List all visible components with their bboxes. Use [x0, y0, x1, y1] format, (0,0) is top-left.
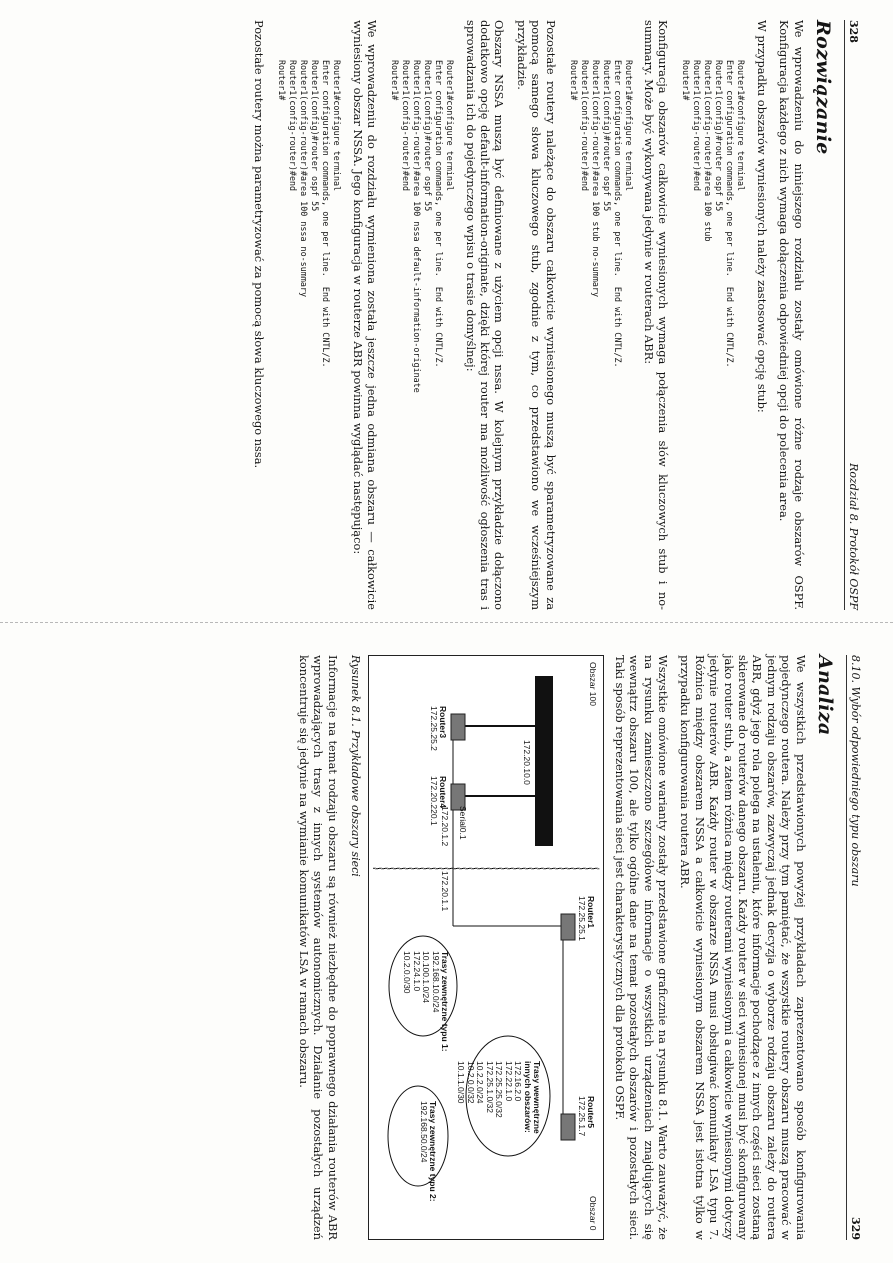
code-block-stub-no-summary: Router1#configure terminal Enter configuration commands, one per line. End with CNTL/Z. Router1(config)#router ospf 55 Router1(config-router)#area 100 stub no-summary Router1(config-router)#end Router1#	[568, 60, 634, 368]
link-b-label: 172.20.1.1	[440, 871, 451, 912]
right-page-header	[846, 655, 862, 1240]
right-paragraph: Informacje na temat rodzaju obszaru są również niezbędne do poprawnego działania routerów ABR wprowadzających trasy z innych systemów autonomicznych. Działanie pozostałych urządzeń koncentruje się jedynie na wymianie komunikatów LSA w ramach obszaru.	[297, 655, 340, 1240]
router5-icon	[561, 1114, 575, 1140]
serial-label: Serial0.1	[458, 806, 469, 840]
router4-label: Router4 172.20.220.1	[428, 776, 449, 826]
router5-label: Router5 172.25.1.7	[576, 1096, 597, 1137]
router1-label: Router1 172.25.25.1	[576, 896, 597, 941]
section-title-solution: Rozwiązanie	[812, 20, 834, 155]
router3-icon	[451, 714, 465, 740]
left-paragraph: We wprowadzeniu do niniejszego rozdziału zostały omówione różne rodzaje obszarów OSPF. Konfiguracja każdego z nich wymaga dołączenia odpowiedniej opcji do polecenia area.	[777, 20, 806, 610]
link-a-label: 172.20.1.2	[440, 806, 451, 847]
left-running-head: Rozdział 8. Protokół OSPF	[847, 463, 860, 610]
figure-caption: Rysunek 8.1. Przykładowe obszary sieci	[349, 655, 363, 877]
left-paragraph: We wprowadzeniu do rozdziału wymieniona została jeszcze jedna odmiana obszaru — całkowicie wyniesiony obszar NSSA. Jego konfiguracja w routerze ABR powinna wyglądać następująco:	[350, 20, 380, 610]
network-figure	[368, 655, 604, 1240]
left-paragraph: Konfiguracja obszarów całkowicie wyniesionych wymaga połączenia słów kluczowych stub i no-summary. Może być wykonywana jedynie w routerach ABR:	[641, 20, 671, 610]
right-page	[62, 655, 862, 1240]
left-paragraph: W przypadku obszarów wyniesionych należy zastosować opcję stub:	[754, 20, 769, 413]
right-page-number: 329	[849, 1217, 862, 1240]
lan-label: 172.20.10.0	[522, 740, 533, 785]
left-page-number: 328	[847, 20, 860, 43]
left-paragraph: Obszary NSSA muszą być definiowane z użyciem opcji nssa. W kolejnym przykładzie dołączono dodatkowo opcję default-information-originate, dzięki której router ma możliwość ogłoszenia tras i sprowadzania ich do pojedynczego wpisu o trasie domyślnej:	[463, 20, 507, 610]
left-page	[30, 20, 860, 610]
code-block-stub: Router1#configure terminal Enter configuration commands, one per line. End with CNTL/Z. Router1(config)#router ospf 55 Router1(config-router)#area 100 stub Router1(config-router)#end Router1#	[681, 60, 747, 368]
area-100-label: Obszar 100	[588, 662, 599, 706]
left-paragraph: Pozostałe routery można parametryzować za pomocą słowa kluczowego nssa.	[252, 20, 267, 469]
section-title-analysis: Analiza	[814, 655, 836, 736]
area-0-label: Obszar 0	[588, 1196, 599, 1231]
right-paragraph: We wszystkich przedstawionych powyżej przykładach zaprezentowano sposób konfigurowania pojedynczego routera. Należy przy tym pamiętać, że wszystkie routery obszaru muszą pracować w jednym rodzaju obszarów, zazwyczaj jednak decyzja o wyborze rodzaju obszaru zależy do routera ABR, gdyż jego rola polega na ustaleniu, które informacje pochodzące z innych części sieci zostaną skierowane do routerów danego obszaru. Każdy router w sieci wyniesionej musi być skonfigurowany jako router stub, a zatem różnica między routerami wyniesionymi a całkowicie wyniesionymi dotyczy jedynie routerów ABR. Każdy router w obszarze NSSA musi obsługiwać komunikaty LSA typu 7. Różnica między obszarem NSSA a całkowicie wyniesionym obszarem NSSA jest istotna tylko w przypadku konfigurowania routera ABR.	[678, 655, 808, 1240]
network-diagram	[369, 656, 603, 1239]
code-block-nssa-no-summary: Router1#configure terminal Enter configuration commands, one per line. End with CNTL/Z. Router1(config)#router ospf 55 Router1(config-router)#area 100 nssa no-summary Router1(config-router)#end Router1#	[277, 60, 343, 368]
area-boundary	[373, 868, 599, 869]
left-page-header	[844, 20, 860, 610]
right-paragraph: Wszystkie omówione warianty zostały przedstawione graficznie na rysunku 8.1. Warto zauważyć, że na rysunku zamieszczono szczegółowe informacje o wszystkich urządzeniach znajdujących się wewnątrz obszaru 100, ale tylko ogólne dane na temat pozostałych obszarów i pozostałych sieci. Taki sposób reprezentowania sieci jest charakterystycznych dla protokołu OSPF.	[612, 655, 670, 1240]
external-type2-routes: Trasy zewnętrzne typu 2: 192.168.50.0/24	[418, 1101, 439, 1202]
external-type1-routes: Trasy zewnętrzne typu 1: 192.168.10.0/24 10.100.1.0/24 172.24.1.0 10.2.0.0/30	[402, 951, 451, 1052]
code-block-nssa: Router1#configure terminal Enter configuration commands, one per line. End with CNTL/Z. Router1(config)#router ospf 55 Router1(config-router)#area 100 nssa default-information-originate Router1(config-router)#end Router1#	[390, 60, 456, 393]
page-gutter	[0, 622, 893, 623]
ethernet-segment	[535, 676, 553, 846]
left-paragraph: Pozostałe routery należące do obszaru całkowicie wyniesionego muszą być sparametryzowane za pomocą samego słowa kluczowego stub, zgodnie z tym, co przedstawiono we wcześniejszym przykładzie.	[514, 20, 558, 610]
internal-routes: Trasy wewnętrzne innych obszarów: 172.16.2.0 172.22.1.0 172.25.25.0/32 172.25.1.0/32 10.2.2.0/24 10.2.0.0/32 10.1.1.0/30	[456, 1061, 543, 1134]
right-running-head: 8.10. Wybór odpowiedniego typu obszaru	[849, 655, 862, 887]
router1-icon	[561, 914, 575, 940]
router3-label: Router3 172.25.25.2	[428, 706, 449, 751]
